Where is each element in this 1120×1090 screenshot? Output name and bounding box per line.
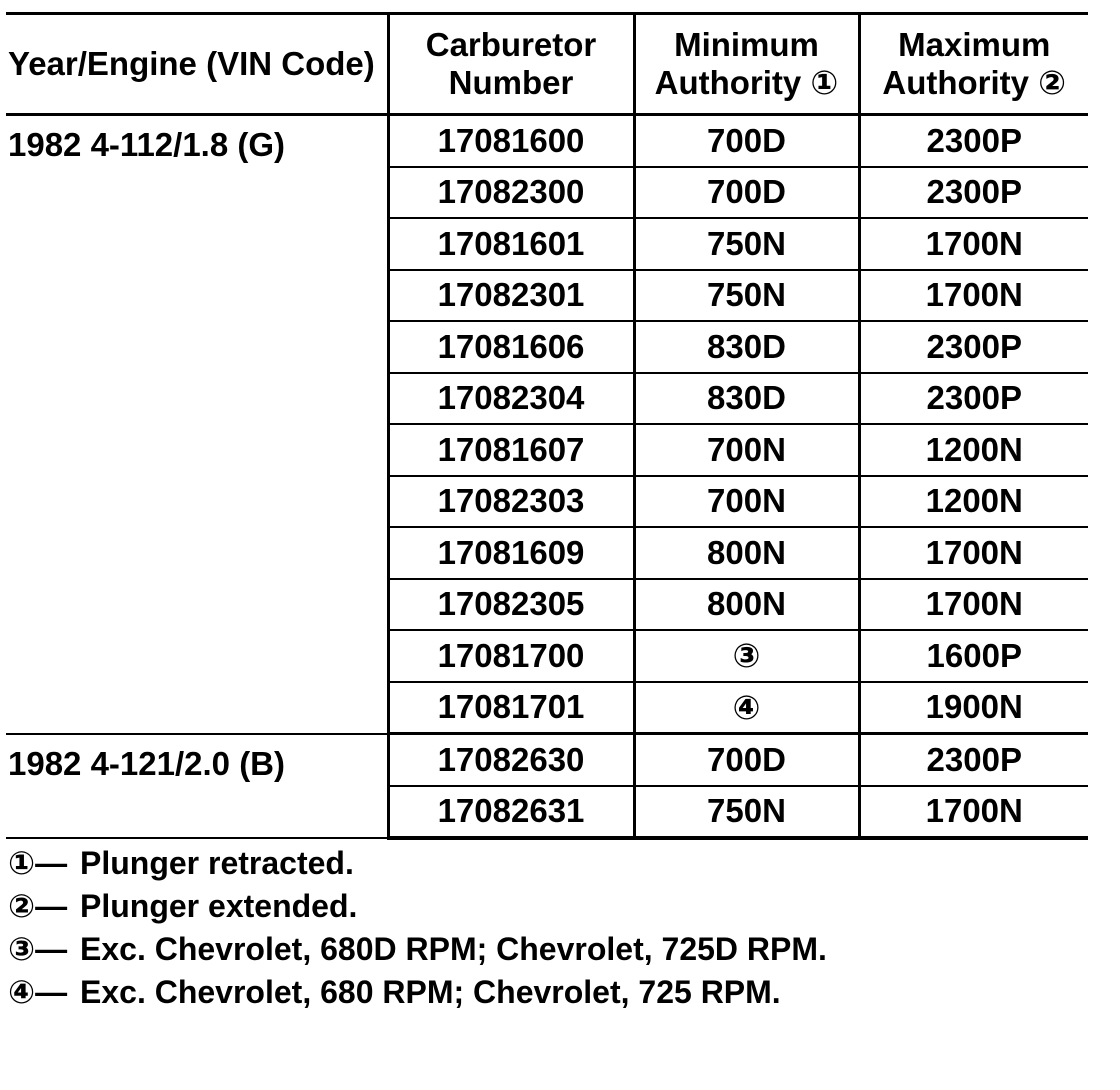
header-maximum-authority: Maximum Authority ②: [859, 14, 1088, 115]
carburetor-number-cell: 17081700: [388, 630, 634, 682]
carburetor-number-cell: 17081609: [388, 527, 634, 579]
table-header-row: [6, 14, 1088, 115]
carburetor-number-cell: 17082300: [388, 167, 634, 219]
minimum-authority-cell: 700N: [634, 424, 859, 476]
maximum-authority-cell: 1700N: [859, 218, 1088, 270]
header-minimum-authority: Minimum Authority ①: [634, 14, 859, 115]
maximum-authority-cell: 1200N: [859, 424, 1088, 476]
minimum-authority-cell: 800N: [634, 527, 859, 579]
maximum-authority-cell: 1700N: [859, 579, 1088, 631]
table-row: [6, 115, 1088, 167]
footnote-mark: ①—: [8, 845, 68, 881]
carburetor-number-cell: 17082631: [388, 786, 634, 839]
footnote-mark: ②—: [8, 888, 68, 924]
footnote-text: Exc. Chevrolet, 680 RPM; Chevrolet, 725 RPM.: [80, 974, 781, 1010]
carburetor-number-cell: 17081607: [388, 424, 634, 476]
maximum-authority-cell: 1900N: [859, 682, 1088, 734]
footnote: [8, 885, 908, 928]
minimum-authority-cell: 700D: [634, 734, 859, 786]
table-row: [6, 734, 1088, 786]
carburetor-number-cell: 17082305: [388, 579, 634, 631]
maximum-authority-cell: 2300P: [859, 373, 1088, 425]
maximum-authority-cell: 2300P: [859, 115, 1088, 167]
minimum-authority-cell: 830D: [634, 373, 859, 425]
carburetor-number-cell: 17081701: [388, 682, 634, 734]
table-body: [6, 115, 1088, 839]
minimum-authority-cell: 750N: [634, 270, 859, 322]
footnote-mark: ③—: [8, 931, 68, 967]
maximum-authority-cell: 1700N: [859, 527, 1088, 579]
minimum-authority-cell: 700N: [634, 476, 859, 528]
carburetor-number-cell: 17082304: [388, 373, 634, 425]
carburetor-number-cell: 17081601: [388, 218, 634, 270]
maximum-authority-cell: 1700N: [859, 786, 1088, 839]
minimum-authority-cell: ③: [634, 630, 859, 682]
header-carburetor-number: Carburetor Number: [388, 14, 634, 115]
footnote-text: Exc. Chevrolet, 680D RPM; Chevrolet, 725D RPM.: [80, 931, 827, 967]
footnote: [8, 842, 908, 885]
maximum-authority-cell: 1600P: [859, 630, 1088, 682]
year-engine-cell: 1982 4-121/2.0 (B): [6, 734, 388, 839]
minimum-authority-cell: 700D: [634, 167, 859, 219]
maximum-authority-cell: 1200N: [859, 476, 1088, 528]
footnote: [8, 971, 908, 1014]
carburetor-number-cell: 17082630: [388, 734, 634, 786]
minimum-authority-cell: 750N: [634, 218, 859, 270]
minimum-authority-cell: 700D: [634, 115, 859, 167]
carburetor-number-cell: 17081600: [388, 115, 634, 167]
footnotes: [8, 842, 908, 1014]
minimum-authority-cell: 800N: [634, 579, 859, 631]
footnote: [8, 928, 908, 971]
carburetor-authority-table: [6, 12, 1088, 840]
maximum-authority-cell: 2300P: [859, 734, 1088, 786]
maximum-authority-cell: 2300P: [859, 167, 1088, 219]
maximum-authority-cell: 2300P: [859, 321, 1088, 373]
minimum-authority-cell: ④: [634, 682, 859, 734]
carburetor-number-cell: 17082303: [388, 476, 634, 528]
footnote-text: Plunger retracted.: [80, 845, 354, 881]
footnote-mark: ④—: [8, 974, 68, 1010]
carburetor-number-cell: 17081606: [388, 321, 634, 373]
header-year-engine: Year/Engine (VIN Code): [6, 14, 388, 115]
maximum-authority-cell: 1700N: [859, 270, 1088, 322]
carburetor-number-cell: 17082301: [388, 270, 634, 322]
minimum-authority-cell: 830D: [634, 321, 859, 373]
footnote-text: Plunger extended.: [80, 888, 358, 924]
year-engine-cell: 1982 4-112/1.8 (G): [6, 115, 388, 734]
minimum-authority-cell: 750N: [634, 786, 859, 839]
